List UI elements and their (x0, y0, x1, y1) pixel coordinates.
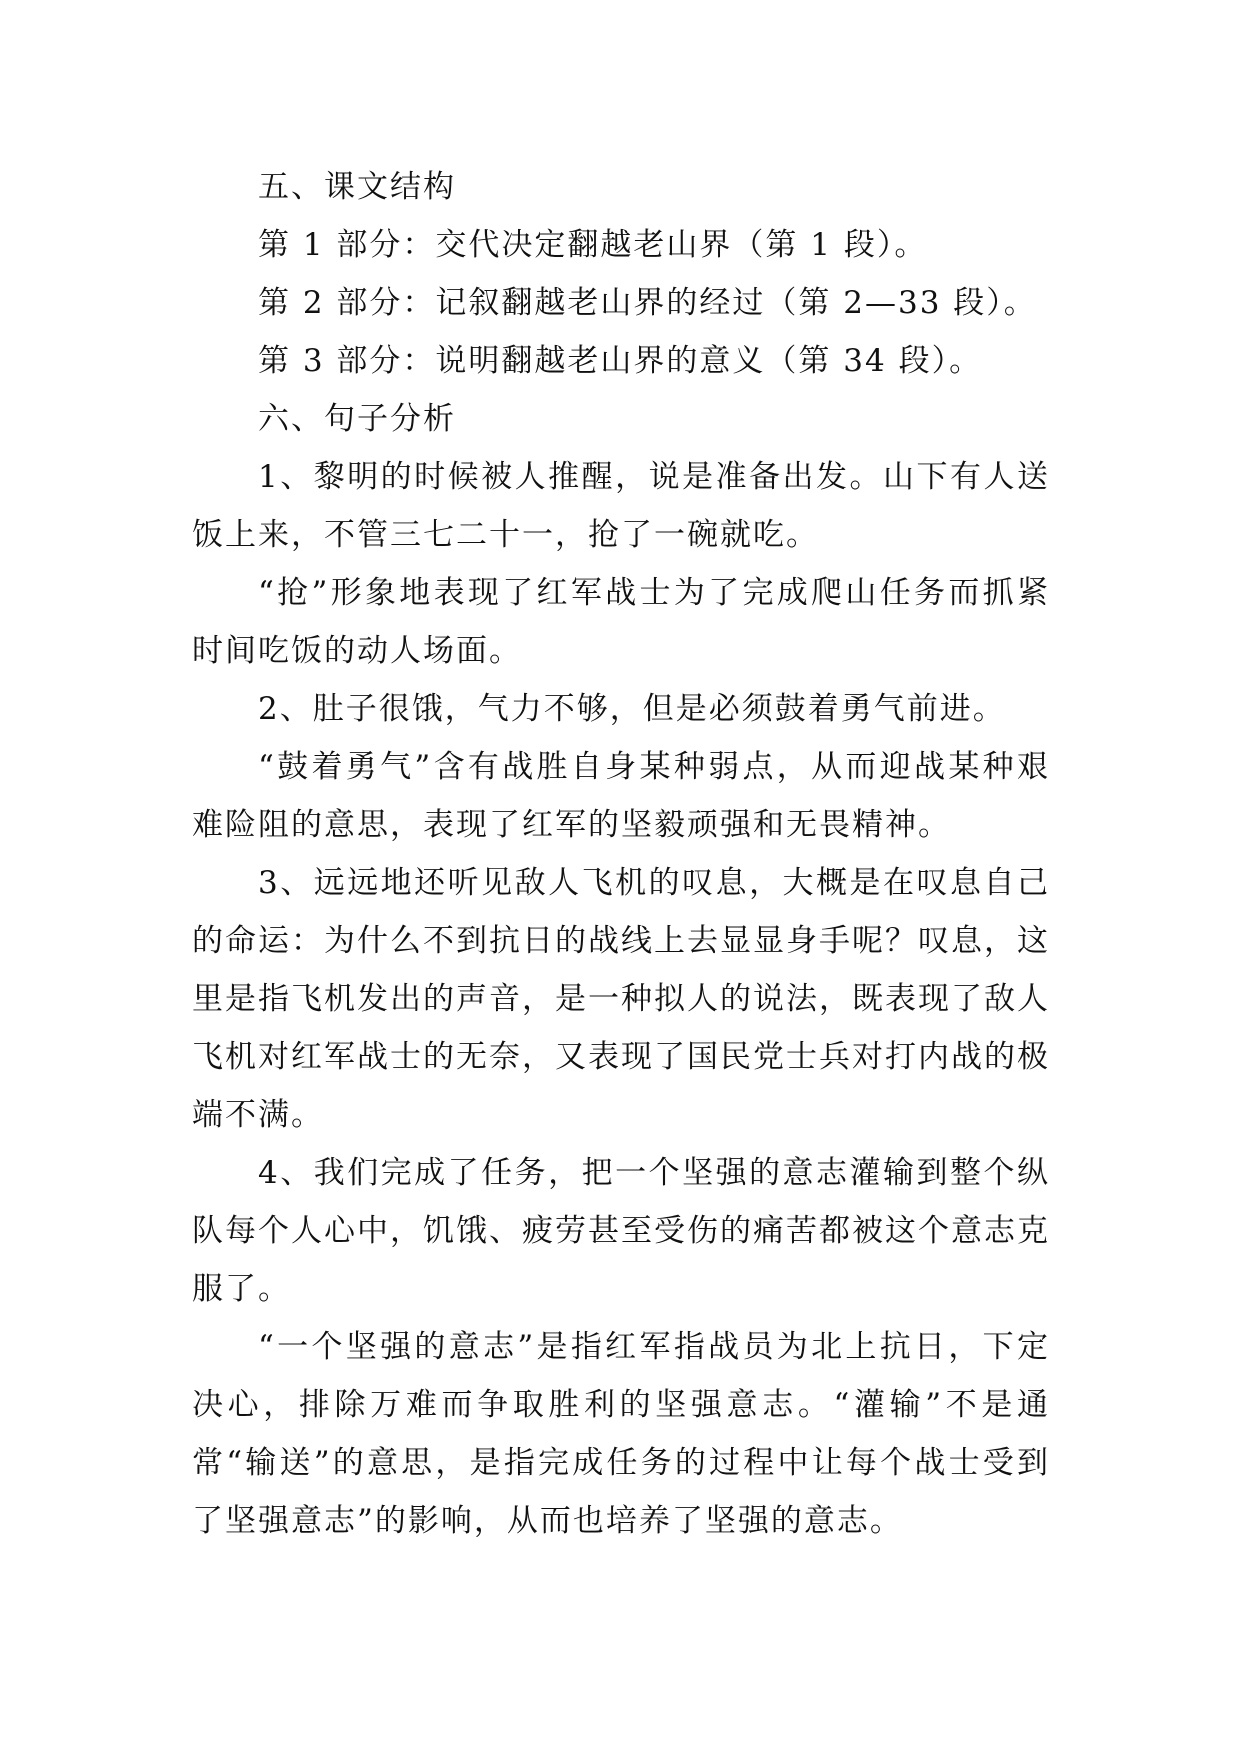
section-heading-structure: 五、课文结构 (258, 169, 456, 205)
analysis-2: “鼓着勇气”含有战胜自身某种弱点，从而迎战某种艰难险阻的意思，表现了红军的坚毅顽强和无畏精神。 (192, 749, 1050, 843)
structure-part-3: 第 3 部分：说明翻越老山界的意义（第 34 段）。 (258, 343, 983, 379)
analysis-1: “抢”形象地表现了红军战士为了完成爬山任务而抓紧时间吃饭的动人场面。 (192, 575, 1050, 669)
sentence-4: 4、我们完成了任务，把一个坚强的意志灌输到整个纵队每个人心中，饥饿、疲劳甚至受伤的痛苦都被这个意志克服了。 (192, 1155, 1050, 1307)
section-heading-sentence-analysis: 六、句子分析 (258, 401, 456, 437)
sentence-2: 2、肚子很饿，气力不够，但是必须鼓着勇气前进。 (258, 691, 1006, 727)
sentence-3-with-analysis: 3、远远地还听见敌人飞机的叹息，大概是在叹息自己的命运：为什么不到抗日的战线上去显显身手呢？叹息，这里是指飞机发出的声音，是一种拟人的说法，既表现了敌人飞机对红军战士的无奈，又表现了国民党士兵对打内战的极端不满。 (192, 865, 1050, 1133)
structure-part-1: 第 1 部分：交代决定翻越老山界（第 1 段）。 (258, 227, 928, 263)
sentence-1: 1、黎明的时候被人推醒，说是准备出发。山下有人送饭上来，不管三七二十一，抢了一碗就吃。 (192, 459, 1050, 553)
structure-part-2: 第 2 部分：记叙翻越老山界的经过（第 2—33 段）。 (258, 285, 1037, 321)
document-page (192, 158, 1050, 1550)
analysis-4: “一个坚强的意志”是指红军指战员为北上抗日，下定决心，排除万难而争取胜利的坚强意志。“灌输”不是通常“输送”的意思，是指完成任务的过程中让每个战士受到了坚强意志”的影响，从而也培养了坚强的意志。 (192, 1329, 1050, 1539)
